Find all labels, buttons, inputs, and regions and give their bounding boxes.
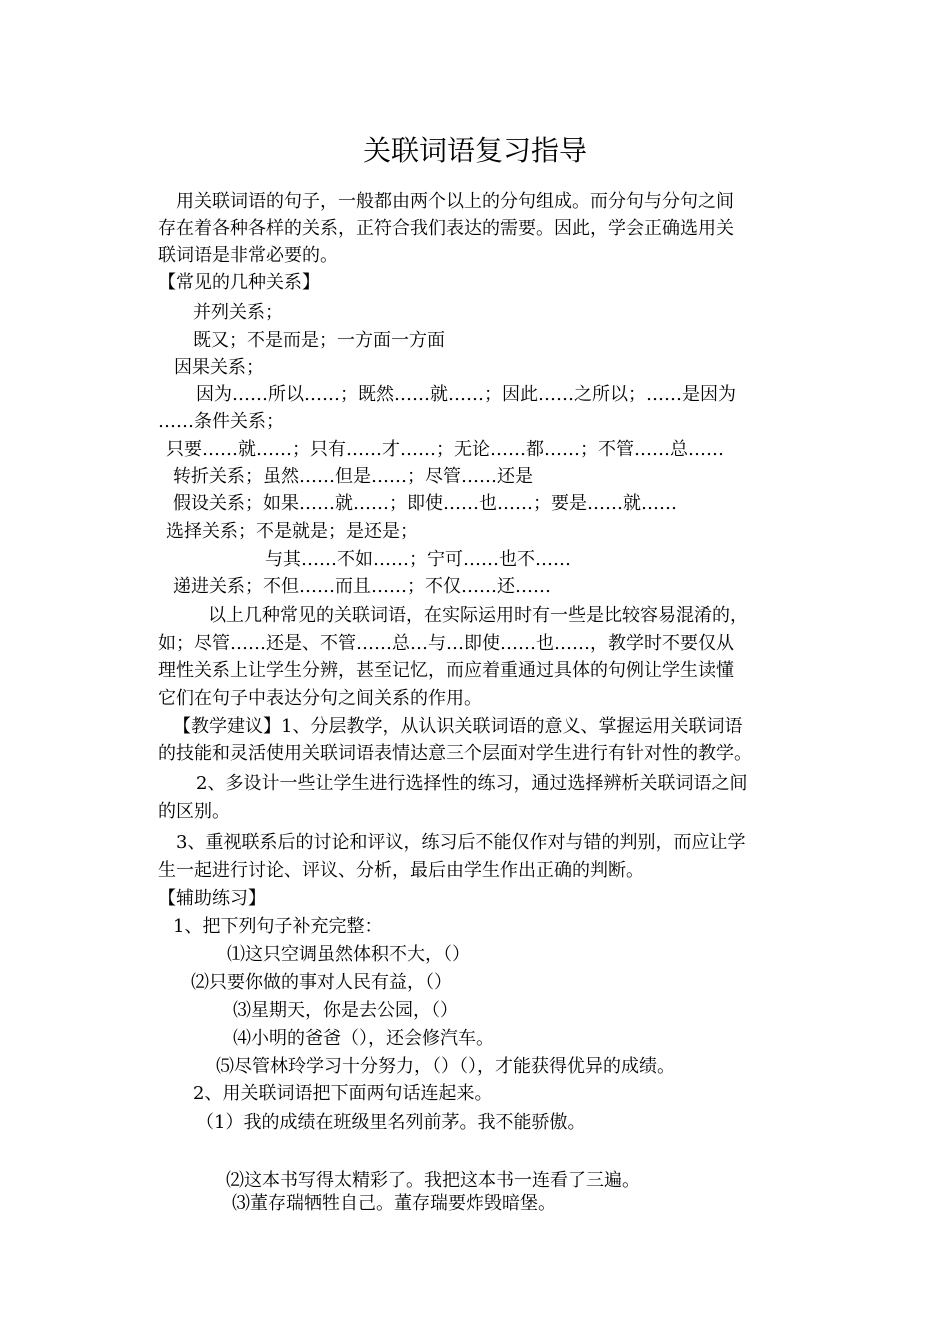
intro-line: 联词语是非常必要的。 bbox=[158, 245, 338, 266]
intro-line: 用关联词语的句子，一般都由两个以上的分句组成。而分句与分句之间 bbox=[176, 191, 734, 212]
exercise-item: （1）我的成绩在班级里名列前茅。我不能骄傲。 bbox=[196, 1112, 586, 1133]
suggestion-line: 【教学建议】1、分层教学，从认识关联词语的意义、掌握运用关联词语 bbox=[173, 716, 743, 737]
relation-progressive: 递进关系；不但……而且……；不仅……还…… bbox=[173, 576, 551, 597]
relation-condition-label: ……条件关系； bbox=[158, 411, 284, 432]
suggestion-line: 的技能和灵活使用关联词语表情达意三个层面对学生进行有针对性的教学。 bbox=[158, 743, 752, 764]
exercise-item: ⑶星期天，你是去公园，（） bbox=[233, 1000, 458, 1021]
relation-adversative: 转折关系；虽然……但是……；尽管……还是 bbox=[173, 466, 533, 487]
exercise-heading: 1、把下列句子补充完整： bbox=[173, 916, 383, 937]
exercise-item: ⑵这本书写得太精彩了。我把这本书一连看了三遍。 bbox=[226, 1170, 640, 1191]
confusion-line: 以上几种常见的关联词语，在实际运用时有一些是比较容易混淆的， bbox=[208, 605, 748, 626]
relation-choice-extra: 与其……不如……；宁可……也不…… bbox=[265, 549, 571, 570]
exercise-item: ⑴这只空调虽然体积不大，（） bbox=[227, 944, 470, 965]
exercise-item: ⑶董存瑞牺牲自己。董存瑞要炸毁暗堡。 bbox=[232, 1193, 556, 1214]
suggestion-line: 2、多设计一些让学生进行选择性的练习，通过选择辨析关联词语之间 bbox=[196, 773, 748, 794]
suggestion-line: 的区别。 bbox=[158, 801, 230, 822]
page-title: 关联词语复习指导 bbox=[362, 134, 587, 167]
exercise-item: ⑷小明的爸爸（），还会修汽车。 bbox=[233, 1028, 494, 1049]
relation-causal-words: 因为……所以……；既然……就……；因此……之所以；……是因为 bbox=[196, 384, 736, 405]
section-heading-common: 【常见的几种关系】 bbox=[158, 272, 320, 293]
confusion-line: 如；尽管……还是、不管……总…与…即使……也……，教学时不要仅从 bbox=[158, 633, 734, 654]
relation-condition-words: 只要……就……；只有……才……；无论……都……；不管……总…… bbox=[166, 439, 724, 460]
relation-choice: 选择关系；不是就是；是还是； bbox=[166, 521, 418, 542]
exercise-heading: 2、用关联词语把下面两句话连起来。 bbox=[193, 1083, 493, 1104]
suggestion-line: 生一起进行讨论、评议、分析，最后由学生作出正确的判断。 bbox=[158, 860, 644, 881]
relation-hypothetical: 假设关系；如果……就……；即使……也……；要是……就…… bbox=[173, 493, 677, 514]
relation-parallel-label: 并列关系； bbox=[193, 302, 283, 323]
exercise-item: ⑸尽管林玲学习十分努力，（）（），才能获得优异的成绩。 bbox=[216, 1056, 675, 1077]
exercise-item: ⑵只要你做的事对人民有益，（） bbox=[191, 972, 452, 993]
confusion-line: 理性关系上让学生分辨，甚至记忆，而应着重通过具体的句例让学生读懂 bbox=[158, 660, 734, 681]
section-heading-practice: 【辅助练习】 bbox=[158, 888, 266, 909]
confusion-line: 它们在句子中表达分句之间关系的作用。 bbox=[158, 688, 482, 709]
intro-line: 存在着各种各样的关系，正符合我们表达的需要。因此，学会正确选用关 bbox=[158, 218, 734, 239]
suggestion-line: 3、重视联系后的讨论和评议，练习后不能仅作对与错的判别，而应让学 bbox=[176, 832, 746, 853]
relation-causal-label: 因果关系； bbox=[174, 357, 264, 378]
relation-parallel-words: 既又；不是而是；一方面一方面 bbox=[193, 330, 445, 351]
